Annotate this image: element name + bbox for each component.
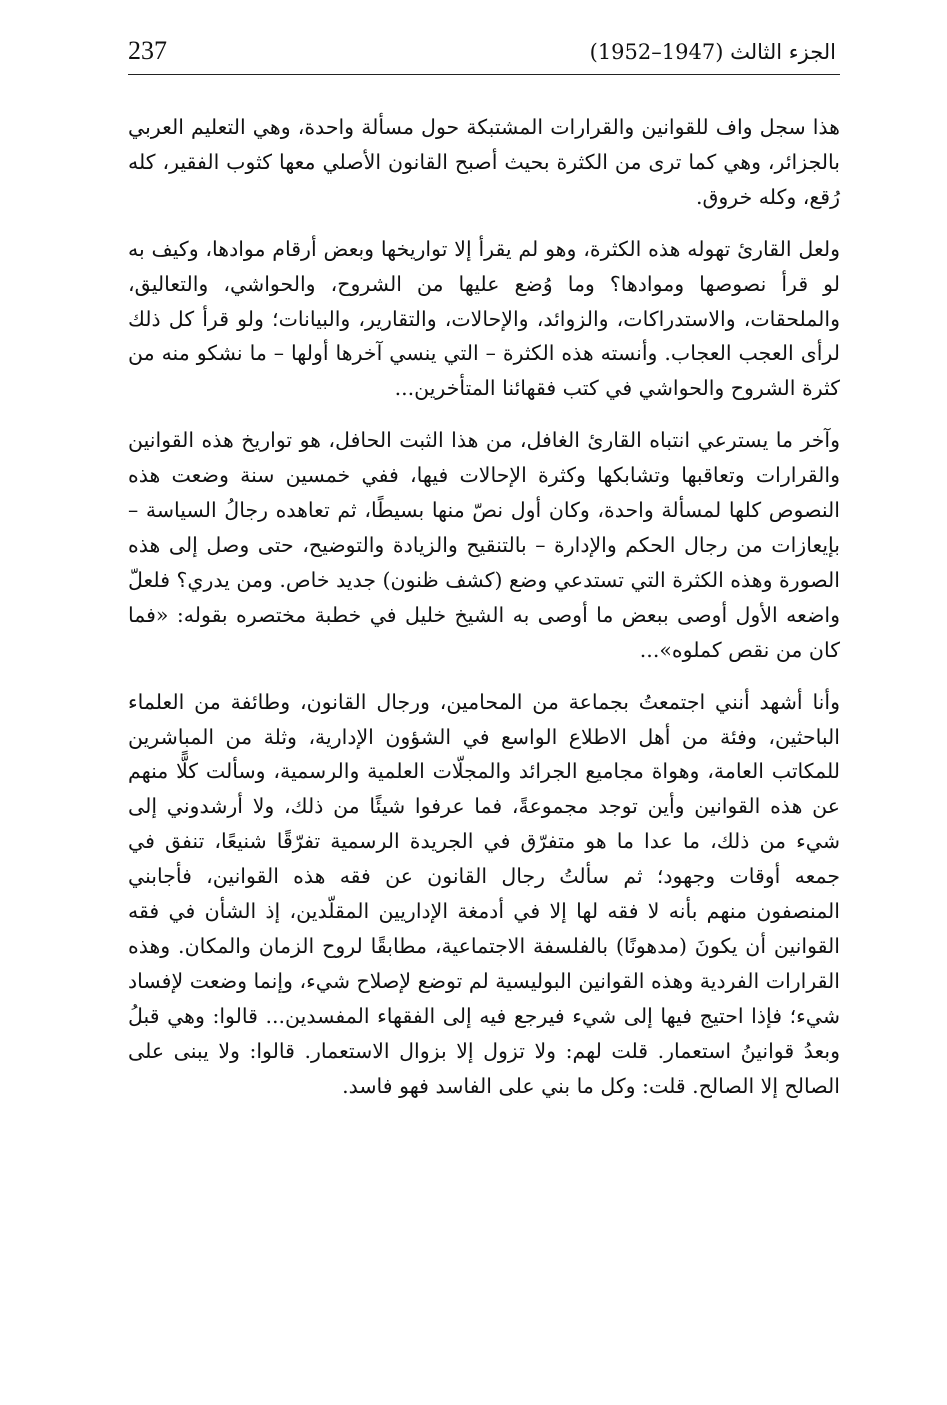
paragraph-1: هذا سجل واف للقوانين والقرارات المشتبكة حول مسألة واحدة، وهي التعليم العربي بالجزائر، وهي كما ترى من الكثرة بحيث أصبح القانون الأصلي معها كثوب الفقير، كله رُقع، وكله خروق. xyxy=(128,115,840,209)
page-header xyxy=(128,30,840,75)
body-text xyxy=(128,110,840,1120)
paragraph-4: وأنا أشهد أنني اجتمعتُ بجماعة من المحامين، ورجال القانون، وطائفة من العلماء الباحثين، وفئة من أهل الاطلاع الواسع في الشؤون الإدارية، وثلة من المباشرين للمكاتب العامة، وهواة مجاميع الجرائد والمجلّات العلمية والرسمية، وسألت كلًّا منهم عن هذه القوانين وأين توجد مجموعةً، فما عرفوا شيئًا من ذلك، ولا أرشدوني إلى شيء من ذلك، ما عدا ما هو متفرّق في الجريدة الرسمية تفرّقًا شنيعًا، تنفق في جمعه أوقات وجهود؛ ثم سألتُ رجال القانون عن فقه هذه القوانين، فأجابني المنصفون منهم بأنه لا فقه لها إلا في أدمغة الإداريين المقلّدين، إذ الشأن في فقه القوانين أن يكونَ (مدهونًا) بالفلسفة الاجتماعية، مطابقًا لروح الزمان والمكان. وهذه القرارات الفردية وهذه القوانين البوليسية لم توضع لإصلاح شيء، وإنما وضعت لإفساد شيء؛ فإذا احتيج فيها إلى شيء فيرجع فيه إلى الفقهاء المفسدين... قالوا: وهي قبلُ وبعدُ قوانينُ استعمار. قلت لهم: ولا تزول إلا بزوال الاستعمار. قالوا: ولا يبنى على الصالح إلا الصالح. قلت: وكل ما بني على الفاسد فهو فاسد. xyxy=(128,689,840,1098)
page-number: 237 xyxy=(128,36,167,65)
paragraph-3: وآخر ما يسترعي انتباه القارئ الغافل، من هذا الثبت الحافل، هو تواريخ هذه القوانين والقرارات وتعاقبها وتشابكها وكثرة الإحالات فيها، ففي خمسين سنة وضعت هذه النصوص كلها لمسألة واحدة، وكان أول نصّ منها بسيطًا، ثم تعاهده رجالُ السياسة – بإيعازات من رجال الحكم والإدارة – بالتنقيح والزيادة والتوضيح، حتى وصل إلى هذه الصورة وهذه الكثرة التي تستدعي وضع (كشف ظنون) جديد خاص. ومن يدري؟ فلعلّ واضعه الأول أوصى ببعض ما أوصى به الشيخ خليل في خطبة مختصره بقوله: «فما كان من نقص كملوه»... xyxy=(128,428,840,662)
running-head: الجزء الثالث (1947–1952) xyxy=(589,40,836,64)
paragraph-2: ولعل القارئ تهوله هذه الكثرة، وهو لم يقرأ إلا تواريخها وبعض أرقام موادها، وكيف به لو قرأ نصوصها وموادها؟ وما وُضع عليها من الشروح، والحواشي، والتعاليق، والملحقات، والاستدراكات، والزوائد، والإحالات، والتقارير، والبيانات؛ ولو قرأ كل ذلك لرأى العجب العجاب. وأنسته هذه الكثرة – التي ينسي آخرها أولها – ما نشكو منه من كثرة الشروح والحواشي في كتب فقهائنا المتأخرين... xyxy=(128,236,840,401)
